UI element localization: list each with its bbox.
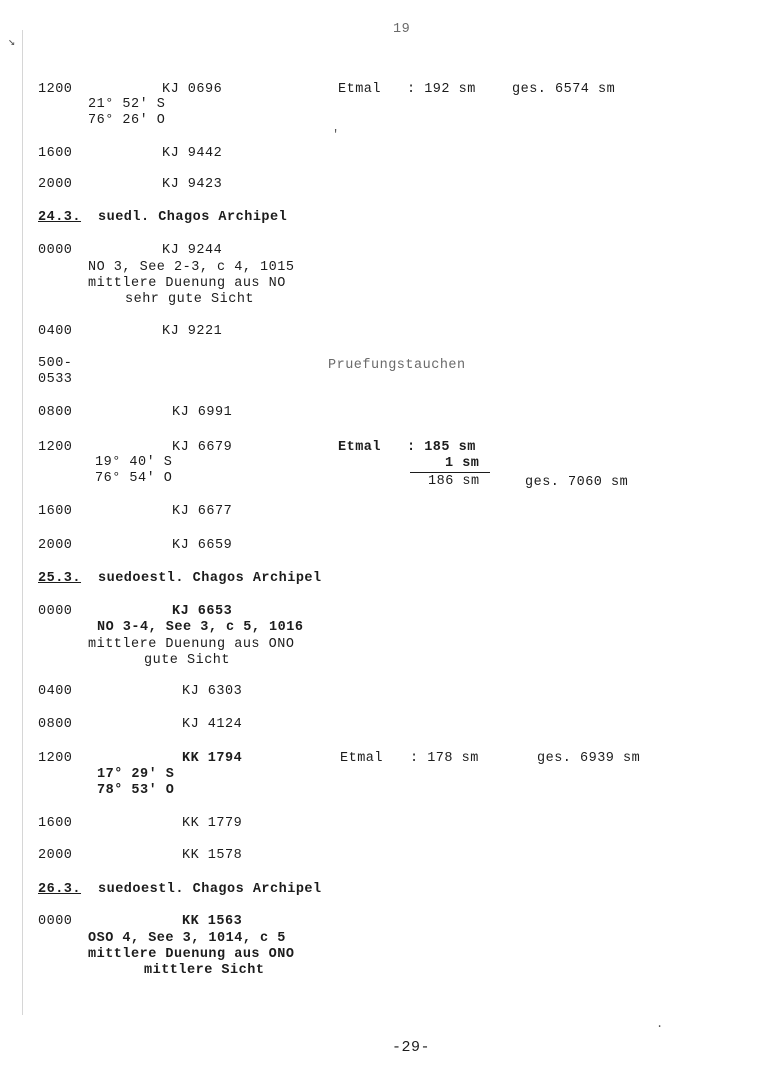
entry-time: 1600 (38, 816, 73, 831)
entry-time: 0000 (38, 914, 73, 929)
entry-position: KJ 9442 (162, 146, 223, 161)
entry-position: KJ 9244 (162, 243, 223, 258)
day-date: 24.3. (38, 210, 82, 225)
entry-position: KJ 6677 (172, 504, 233, 519)
visibility-line: gute Sicht (144, 653, 231, 668)
entry-position: KJ 6653 (172, 604, 233, 619)
swell-line: mittlere Duenung aus ONO (88, 637, 295, 652)
entry-position: KK 1794 (182, 751, 243, 766)
total-distance: ges. 7060 sm (525, 475, 629, 490)
etmal-result: 186 sm (428, 474, 480, 489)
entry-time: 2000 (38, 538, 73, 553)
entry-time: 1600 (38, 146, 73, 161)
entry-time: 1200 (38, 82, 73, 97)
day-location: suedl. Chagos Archipel (98, 210, 288, 225)
entry-time: 2000 (38, 177, 73, 192)
swell-line: mittlere Duenung aus NO (88, 276, 286, 291)
visibility-line: mittlere Sicht (144, 963, 265, 978)
latitude: 17° 29' S (97, 767, 175, 782)
folio-number: 19 (393, 22, 411, 37)
entry-position: KJ 6303 (182, 684, 243, 699)
speck: ' (332, 128, 340, 142)
entry-position: KJ 9221 (162, 324, 223, 339)
entry-position: KK 1779 (182, 816, 243, 831)
entry-time: 1600 (38, 504, 73, 519)
day-location: suedoestl. Chagos Archipel (98, 882, 322, 897)
longitude: 76° 26' O (88, 113, 166, 128)
longitude: 78° 53' O (97, 783, 175, 798)
entry-time: 2000 (38, 848, 73, 863)
page-edge-shadow (22, 30, 23, 1015)
longitude: 76° 54' O (95, 471, 173, 486)
entry-position: KJ 6991 (172, 405, 233, 420)
day-date: 25.3. (38, 571, 82, 586)
page-number: -29- (392, 1039, 431, 1056)
entry-time: 0800 (38, 405, 73, 420)
total-distance: ges. 6574 sm (512, 82, 616, 97)
entry-time: 0400 (38, 324, 73, 339)
entry-position: KJ 6659 (172, 538, 233, 553)
entry-position: KJ 0696 (162, 82, 223, 97)
visibility-line: sehr gute Sicht (125, 292, 255, 307)
entry-time: 0800 (38, 717, 73, 732)
weather-line: NO 3, See 2-3, c 4, 1015 (88, 260, 295, 275)
day-location: suedoestl. Chagos Archipel (98, 571, 322, 586)
entry-time: 1200 (38, 440, 73, 455)
day-date: 26.3. (38, 882, 82, 897)
etmal-correction: 1 sm (445, 456, 480, 471)
entry-time: 0400 (38, 684, 73, 699)
weather-line: NO 3-4, See 3, c 5, 1016 (97, 620, 304, 635)
entry-time: 500- 0533 (38, 356, 73, 387)
entry-time: 1200 (38, 751, 73, 766)
entry-position: KJ 9423 (162, 177, 223, 192)
entry-position: KK 1578 (182, 848, 243, 863)
sum-rule (410, 472, 490, 473)
etmal-value: : 178 sm (410, 751, 479, 766)
etmal-value: : 185 sm (407, 440, 476, 455)
swell-line: mittlere Duenung aus ONO (88, 947, 295, 962)
activity-note: Pruefungstauchen (328, 358, 466, 373)
speck: . (656, 1017, 664, 1031)
stray-mark: ↘ (8, 35, 16, 49)
entry-position: KK 1563 (182, 914, 243, 929)
etmal-label: Etmal (340, 751, 384, 766)
latitude: 19° 40' S (95, 455, 173, 470)
weather-line: OSO 4, See 3, 1014, c 5 (88, 931, 286, 946)
entry-position: KJ 4124 (182, 717, 243, 732)
entry-time: 0000 (38, 243, 73, 258)
entry-position: KJ 6679 (172, 440, 233, 455)
etmal-value: : 192 sm (407, 82, 476, 97)
latitude: 21° 52' S (88, 97, 166, 112)
etmal-label: Etmal (338, 440, 382, 455)
etmal-label: Etmal (338, 82, 382, 97)
entry-time: 0000 (38, 604, 73, 619)
total-distance: ges. 6939 sm (537, 751, 641, 766)
